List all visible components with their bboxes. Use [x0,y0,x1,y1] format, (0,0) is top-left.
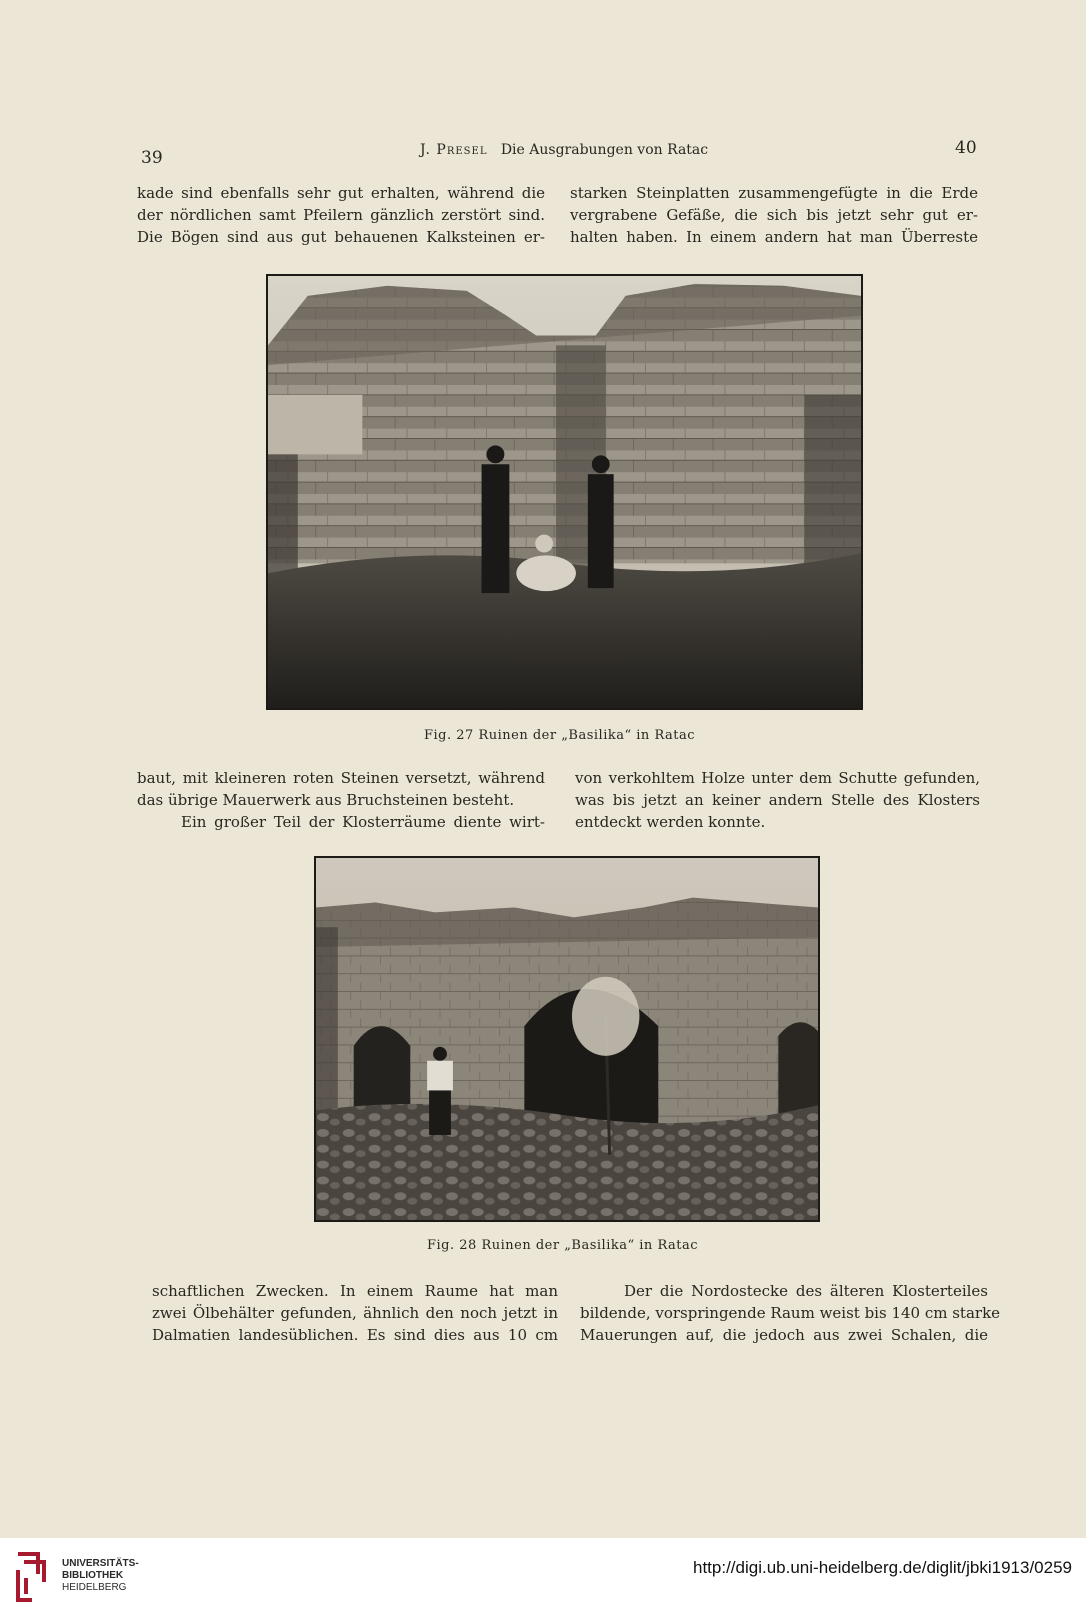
text-line: Die Bögen sind aus gut behauenen Kalksteinen er- [137,228,545,246]
figure-28-caption: Fig. 28 Ruinen der „Basilika“ in Ratac [427,1238,699,1253]
library-logo-text [62,1558,139,1594]
middle-text-left-column [137,767,545,833]
text-line: schaftlichen Zwecken. In einem Raume hat man [152,1282,558,1300]
top-text-left-column [137,182,545,248]
text-line: zwei Ölbehälter gefunden, ähnlich den noch jetzt in [152,1304,558,1322]
figure-27-caption: Fig. 27 Ruinen der „Basilika“ in Ratac [424,728,696,743]
text-line: was bis jetzt an keiner andern Stelle des Klosters [575,791,980,809]
text-line: von verkohltem Holze unter dem Schutte gefunden, [575,769,980,787]
text-line: der nördlichen samt Pfeilern gänzlich zerstört sind. [137,206,545,224]
text-line: bildende, vorspringende Raum weist bis 140 cm starke [580,1304,1001,1322]
running-head-author: J. Presel [420,142,488,158]
ruins-photo-28 [316,858,818,1220]
logo-line: HEIDELBERG [62,1582,127,1593]
running-head-title: Die Ausgrabungen von Ratac [500,142,709,158]
text-line: kade sind ebenfalls sehr gut erhalten, während die [137,184,545,202]
bottom-text-right-column [580,1280,1001,1346]
bottom-text-left-column [152,1280,558,1346]
text-line: entdeckt werden konnte. [575,813,766,831]
text-line: starken Steinplatten zusammengefügte in die Erde [570,184,978,202]
top-text-right-column [570,182,978,248]
middle-text-right-column [575,767,980,833]
figure-27-photo [266,274,863,710]
text-line: das übrige Mauerwerk aus Bruchsteinen besteht. [137,791,515,809]
figure-28-photo [314,856,820,1222]
text-line: baut, mit kleineren roten Steinen versetzt, während [137,769,545,787]
text-line: Dalmatien landesüblichen. Es sind dies aus 10 cm [152,1326,558,1344]
text-line: Ein großer Teil der Klosterräume diente wirt- [181,813,545,831]
page-number-right: 40 [955,138,977,158]
text-line: Mauerungen auf, die jedoch aus zwei Schalen, die [580,1326,988,1344]
text-line: vergrabene Gefäße, die sich bis jetzt sehr gut er- [570,206,978,224]
text-line: Der die Nordostecke des älteren Klosterteiles [624,1282,988,1300]
permalink-url[interactable]: http://digi.ub.uni-heidelberg.de/diglit/jbki1913/0259 [693,1558,1072,1577]
footer-bar [0,1538,1086,1617]
logo-line: UNIVERSITÄTS- [62,1558,139,1569]
library-logo-icon [12,1548,52,1606]
running-head [420,142,708,158]
logo-line: BIBLIOTHEK [62,1570,124,1581]
page-number-left: 39 [141,148,163,168]
ruins-photo-27 [268,276,861,708]
text-line: halten haben. In einem andern hat man Überreste [570,228,978,246]
